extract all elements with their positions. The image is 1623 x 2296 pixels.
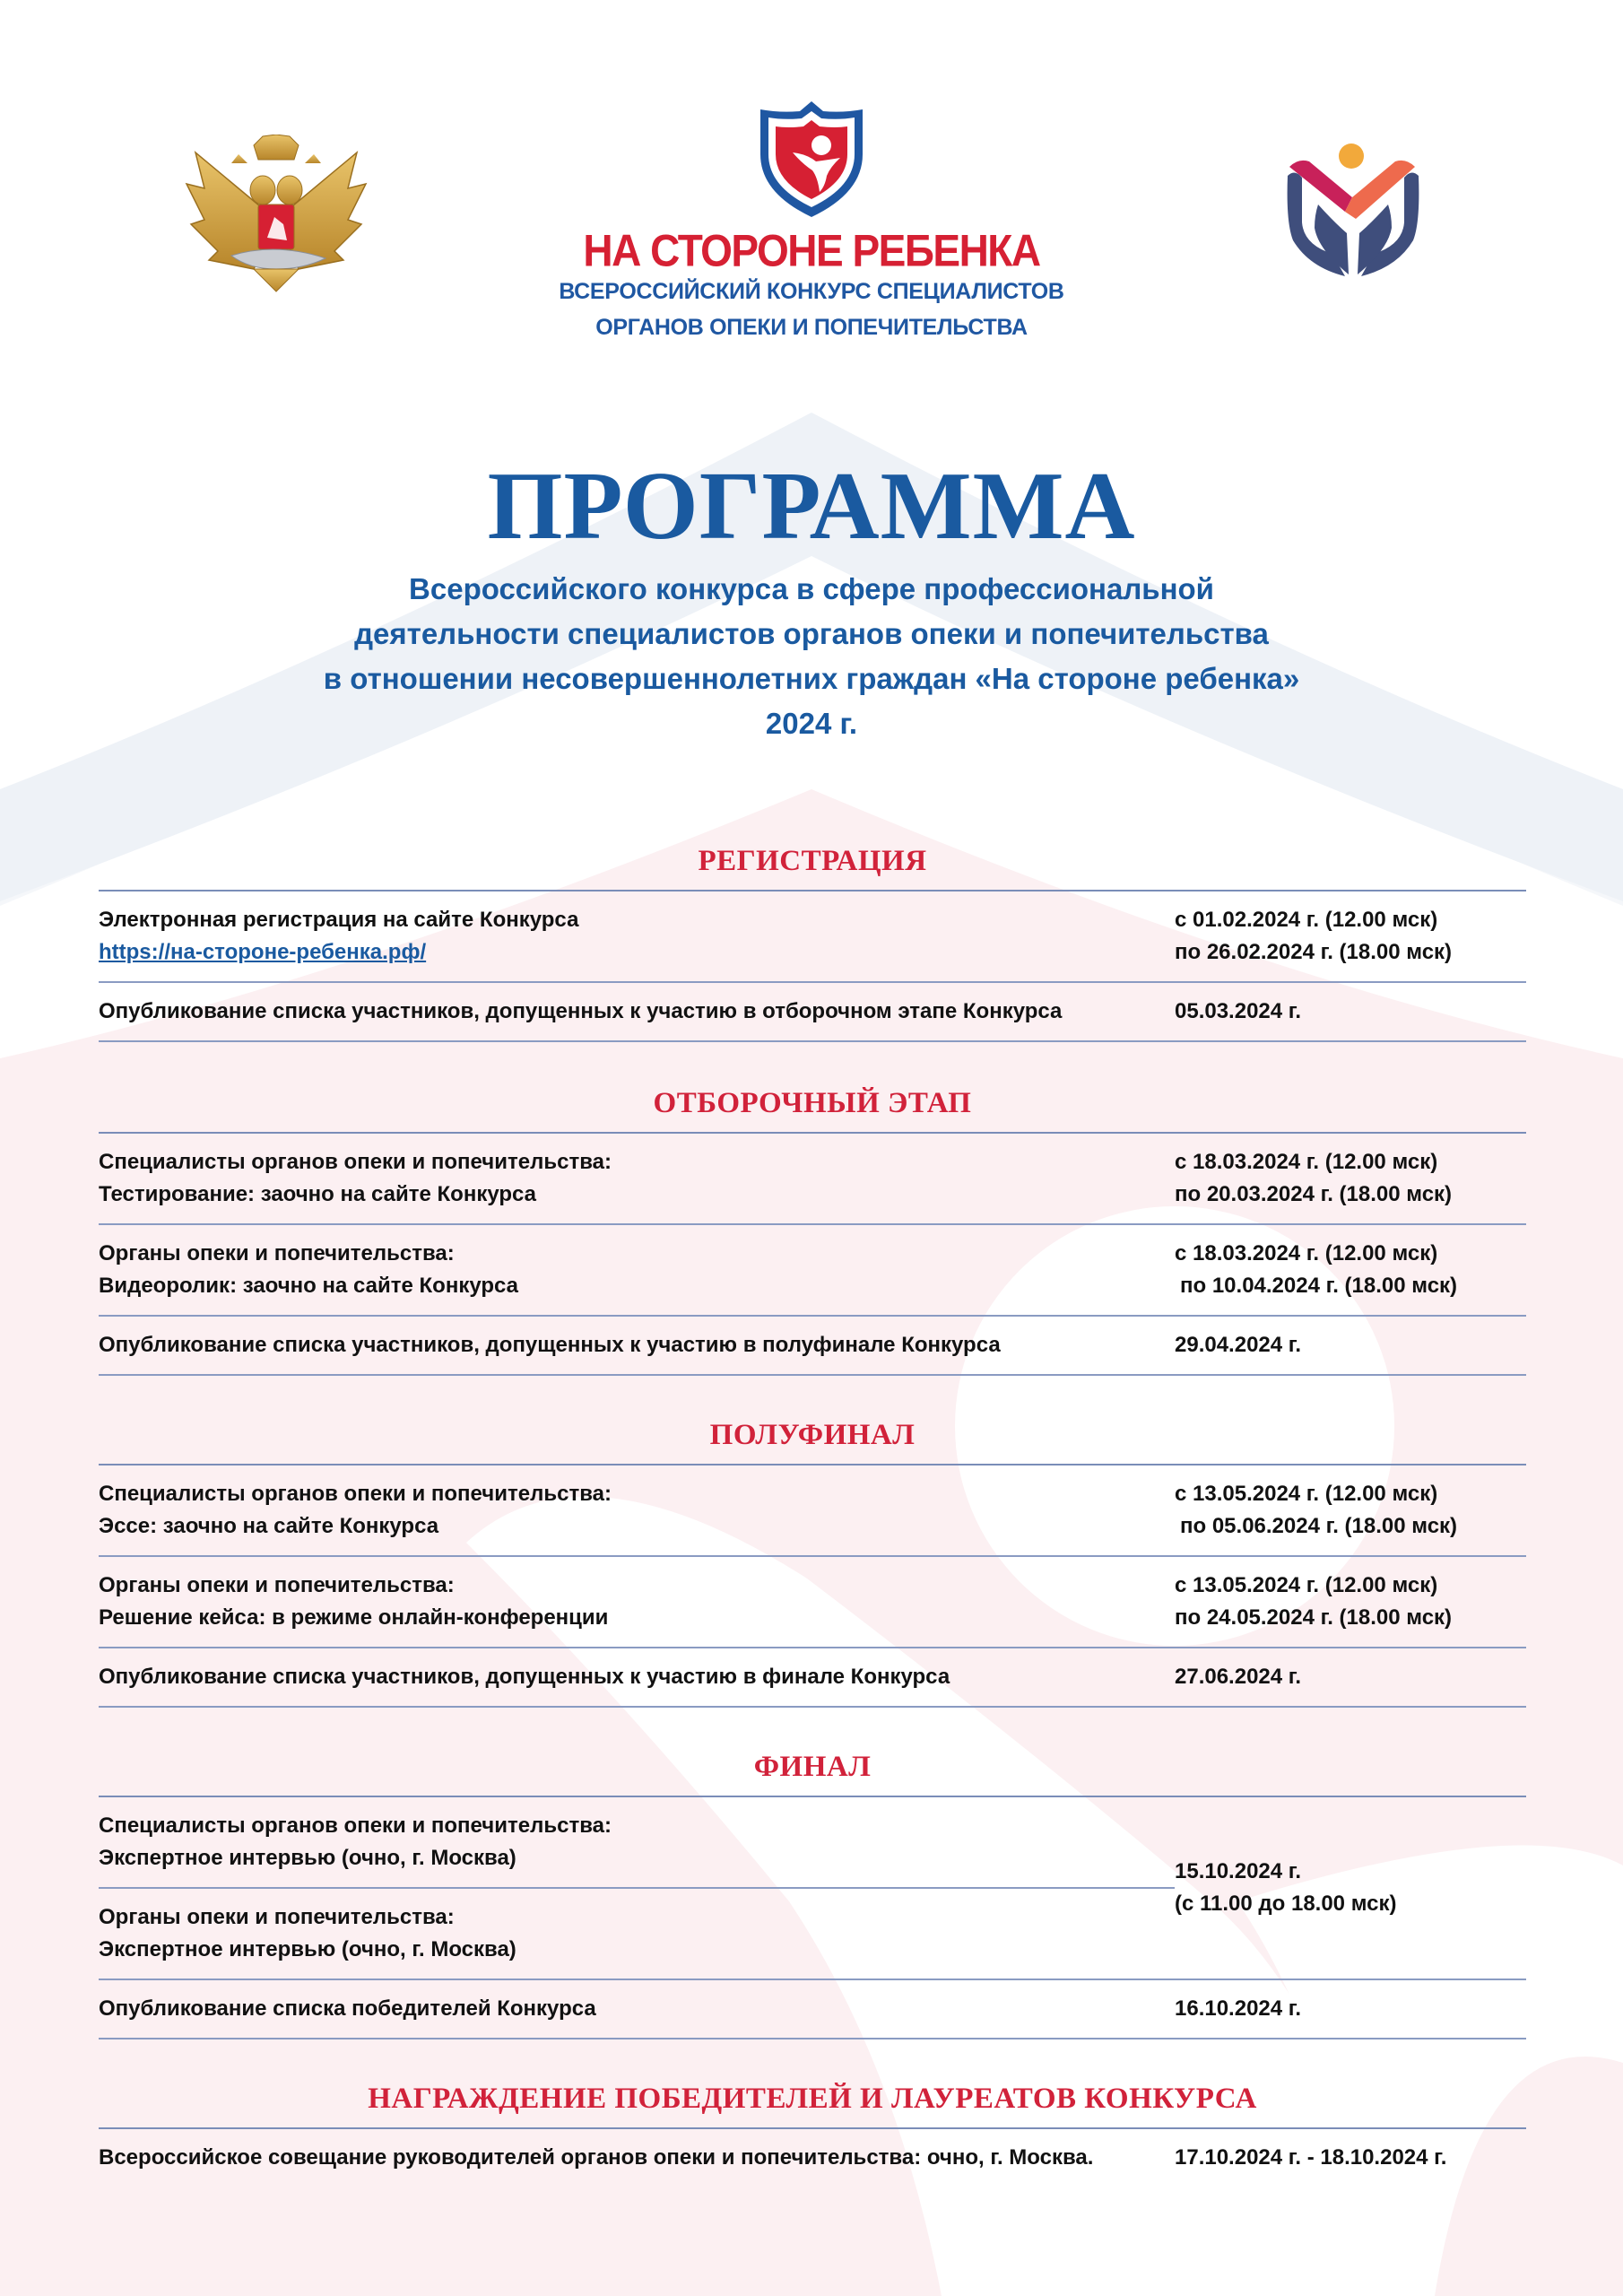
table-row (99, 1225, 1526, 1317)
row-date: по 10.04.2024 г. (18.00 мск) (1180, 1274, 1458, 1298)
row-date: 15.10.2024 г. (1175, 1859, 1302, 1883)
double-headed-eagle-icon (178, 135, 375, 296)
section-heading: ФИНАЛ (99, 1747, 1526, 1797)
section-heading: РЕГИСТРАЦИЯ (99, 841, 1526, 891)
section-registration (99, 841, 1526, 1042)
row-date: с 18.03.2024 г. (12.00 мск) (1175, 1150, 1438, 1174)
row-date: по 26.02.2024 г. (18.00 мск) (1175, 940, 1453, 964)
row-description: Эссе: заочно на сайте Конкурса (99, 1514, 439, 1538)
section-awards (99, 2079, 1526, 2187)
row-date: с 18.03.2024 г. (12.00 мск) (1175, 1241, 1438, 1265)
row-description: Органы опеки и попечительства: (99, 1573, 455, 1597)
sub-row (99, 1889, 1175, 1979)
row-description: Тестирование: заочно на сайте Конкурса (99, 1182, 537, 1206)
row-description: Видеоролик: заочно на сайте Конкурса (99, 1274, 519, 1298)
row-date: 17.10.2024 г. - 18.10.2024 г. (1175, 2145, 1447, 2170)
sub-row (99, 1797, 1175, 1889)
subtitle-line: деятельности специалистов органов опеки и попечительства (354, 617, 1269, 650)
hands-heart-icon (1282, 142, 1426, 285)
row-description: Опубликование списка участников, допущенных к участию в полуфинале Конкурса (99, 1333, 1001, 1357)
row-description: Органы опеки и попечительства: (99, 1905, 455, 1929)
table-row (99, 1134, 1526, 1225)
table-row (99, 1317, 1526, 1376)
section-final (99, 1747, 1526, 2039)
row-description: Решение кейса: в режиме онлайн-конференции (99, 1605, 609, 1630)
table-row-merged (99, 1797, 1526, 1980)
row-description: Экспертное интервью (очно, г. Москва) (99, 1937, 516, 1961)
row-date: с 13.05.2024 г. (12.00 мск) (1175, 1482, 1438, 1506)
shield-child-icon (753, 99, 870, 220)
row-date: 27.06.2024 г. (1175, 1665, 1302, 1689)
row-date: с 13.05.2024 г. (12.00 мск) (1175, 1573, 1438, 1597)
section-semifinal (99, 1415, 1526, 1708)
section-heading: НАГРАЖДЕНИЕ ПОБЕДИТЕЛЕЙ И ЛАУРЕАТОВ КОНКУРСА (99, 2079, 1526, 2129)
ministry-emblem-logo (178, 135, 375, 296)
brand-title: НА СТОРОНЕ РЕБЕНКА (583, 224, 1040, 276)
row-description: Опубликование списка участников, допущенных к участию в отборочном этапе Конкурса (99, 999, 1063, 1023)
subtitle-line: в отношении несовершеннолетних граждан «На стороне ребенка» (323, 662, 1300, 695)
row-date: по 24.05.2024 г. (18.00 мск) (1175, 1605, 1453, 1630)
subtitle-year: 2024 г. (765, 707, 858, 740)
row-date: по 05.06.2024 г. (18.00 мск) (1180, 1514, 1458, 1538)
row-description: Всероссийское совещание руководителей органов опеки и попечительства: очно, г. Москва. (99, 2145, 1094, 2170)
row-date: 05.03.2024 г. (1175, 999, 1302, 1023)
row-description: Специалисты органов опеки и попечительства: (99, 1482, 612, 1506)
section-heading: ПОЛУФИНАЛ (99, 1415, 1526, 1465)
subtitle-line: Всероссийского конкурса в сфере профессиональной (409, 572, 1214, 605)
row-description: Специалисты органов опеки и попечительства: (99, 1813, 612, 1838)
row-description: Опубликование списка победителей Конкурса (99, 1996, 596, 2021)
section-heading: ОТБОРОЧНЫЙ ЭТАП (99, 1083, 1526, 1134)
table-row (99, 983, 1526, 1042)
page-subtitle (179, 567, 1444, 746)
row-description: Специалисты органов опеки и попечительства: (99, 1150, 612, 1174)
table-row (99, 1557, 1526, 1648)
row-date: 29.04.2024 г. (1175, 1333, 1302, 1357)
row-date: по 20.03.2024 г. (18.00 мск) (1175, 1182, 1453, 1206)
brand-subtitle-line2: ОРГАНОВ ОПЕКИ И ПОПЕЧИТЕЛЬСТВА (595, 315, 1028, 340)
row-description: Органы опеки и попечительства: (99, 1241, 455, 1265)
section-qualifying-stage (99, 1083, 1526, 1376)
table-row (99, 891, 1526, 983)
row-description: Опубликование списка участников, допущенных к участию в финале Конкурса (99, 1665, 950, 1689)
row-date: с 01.02.2024 г. (12.00 мск) (1175, 908, 1438, 932)
table-row (99, 2129, 1526, 2187)
table-row (99, 1465, 1526, 1557)
contest-website-link[interactable]: https://на-стороне-ребенка.рф/ (99, 940, 427, 964)
brand-subtitle-line1: ВСЕРОССИЙСКИЙ КОНКУРС СПЕЦИАЛИСТОВ (559, 279, 1064, 304)
row-description: Электронная регистрация на сайте Конкурса (99, 908, 579, 932)
table-row (99, 1980, 1526, 2039)
row-description: Экспертное интервью (очно, г. Москва) (99, 1846, 516, 1870)
table-row (99, 1648, 1526, 1708)
row-date: (с 11.00 до 18.00 мск) (1175, 1892, 1397, 1916)
hands-heart-logo (1282, 142, 1426, 285)
page-title: ПРОГРАММА (487, 453, 1136, 560)
row-date: 16.10.2024 г. (1175, 1996, 1302, 2021)
brand-logo-block (538, 99, 1085, 345)
